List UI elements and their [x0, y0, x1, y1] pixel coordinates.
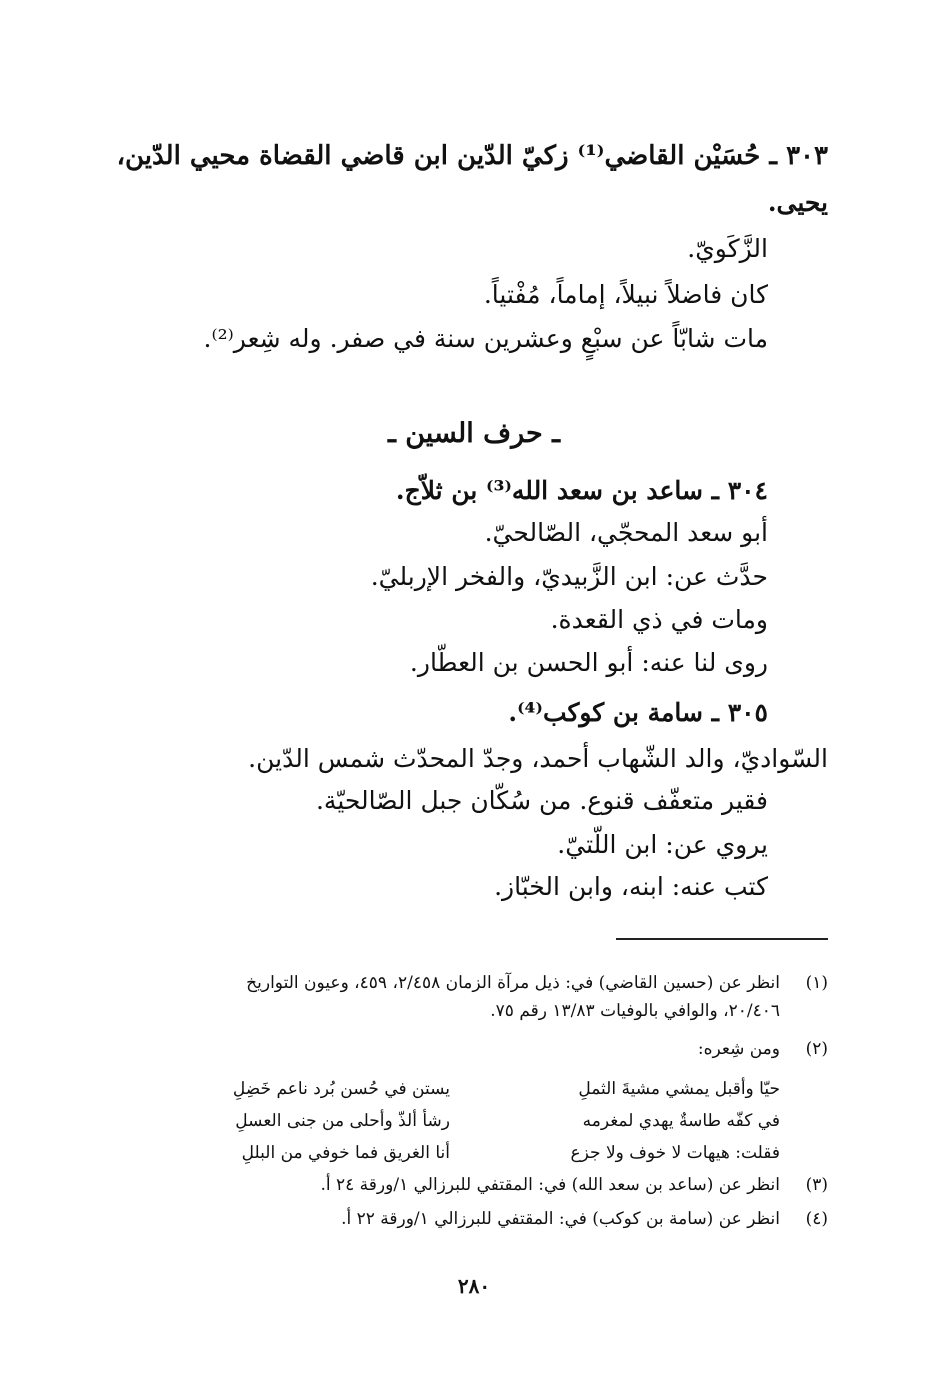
footnote-1-text: انظر عن (حسين القاضي) في: ذيل مرآة الزمان ٢/٤٥٨، ٤٥٩، وعيون التواريخ: [246, 973, 780, 993]
entry-303-death: مات شابّاً عن سبْعٍ وعشرين سنة في صفر. وله شِعر⁽²⁾.: [203, 324, 768, 353]
footnote-separator: [616, 938, 828, 940]
entry-303-description: كان فاضلاً نبيلاً، إماماً، مُفْتياً.: [483, 280, 768, 309]
poem-verse-3-right: فقلت: هيهات لا خوف ولا جزع: [570, 1143, 780, 1163]
footnote-1-cont: ٢٠/٤٠٦، والوافي بالوفيات ١٣/٨٣ رقم ٧٥.: [490, 1001, 780, 1021]
entry-305-teachers: يروي عن: ابن اللّتيّ.: [557, 830, 768, 859]
poem-verse-1-right: حيّا وأقبل يمشي مشيةَ الثملِ: [578, 1079, 780, 1099]
footnote-2-number: (٢): [805, 1039, 828, 1059]
footnote-3-text: انظر عن (ساعد بن سعد الله) في: المقتفي للبرزالي ١/ورقة ٢٤ أ.: [320, 1175, 780, 1195]
footnote-2: [110, 1036, 828, 1063]
entry-304-kunya: أبو سعد المحجّي، الصّالحيّ.: [484, 518, 768, 547]
footnote-1: [110, 970, 828, 997]
footnote-4: [110, 1206, 828, 1233]
page-number: ٢٨٠: [457, 1274, 491, 1298]
entry-304-teachers: حدَّث عن: ابن الزَّبيديّ، والفخر الإربليّ.: [370, 562, 768, 591]
footnote-3: [110, 1172, 828, 1199]
poem-verse-1-left: يستن في حُسن بُرد ناعم خَضِلِ: [232, 1079, 450, 1099]
footnote-2-text: ومن شِعره:: [697, 1039, 780, 1059]
poem-verse-2-left: رشأ ألذّ وأحلى من جنى العسلِ: [235, 1111, 450, 1131]
entry-305-title: ٣٠٥ ـ سامة بن كوكب⁽⁴⁾.: [508, 698, 768, 727]
entry-303-nisba: الزَّكَويّ.: [687, 234, 768, 263]
entry-303-title: ٣٠٣ ـ حُسَيْن القاضي⁽¹⁾ زكيّ الدّين ابن قاضي القضاة محيي الدّين،: [116, 141, 828, 171]
entry-305-nisba: السّواديّ، والد الشّهاب أحمد، وجدّ المحدّث شمس الدّين.: [248, 744, 828, 773]
entry-304-students: روى لنا عنه: أبو الحسن بن العطّار.: [409, 648, 768, 677]
section-heading: ـ حرف السين ـ: [387, 418, 561, 449]
footnote-4-text: انظر عن (سامة بن كوكب) في: المقتفي للبرزالي ١/ورقة ٢٢ أ.: [341, 1209, 780, 1229]
footnote-1-number: (١): [805, 973, 828, 993]
poem-verse-2-right: في كفّه طاسةٌ يهدي لمغرمه: [582, 1111, 780, 1131]
footnote-4-number: (٤): [805, 1209, 828, 1229]
entry-303-title-cont: يحيى.: [767, 188, 828, 217]
entry-304-death: ومات في ذي القعدة.: [550, 605, 768, 634]
entry-304-title: ٣٠٤ ـ ساعد بن سعد الله⁽³⁾ بن ثلاّج.: [395, 476, 768, 505]
poem-verse-3-left: أنا الغريق فما خوفي من البللِ: [241, 1143, 450, 1163]
entry-305-description: فقير متعفّف قنوع. من سُكّان جبل الصّالحيّة.: [315, 786, 768, 815]
entry-305-students: كتب عنه: ابنه، وابن الخبّاز.: [494, 872, 768, 901]
footnote-3-number: (٣): [805, 1175, 828, 1195]
